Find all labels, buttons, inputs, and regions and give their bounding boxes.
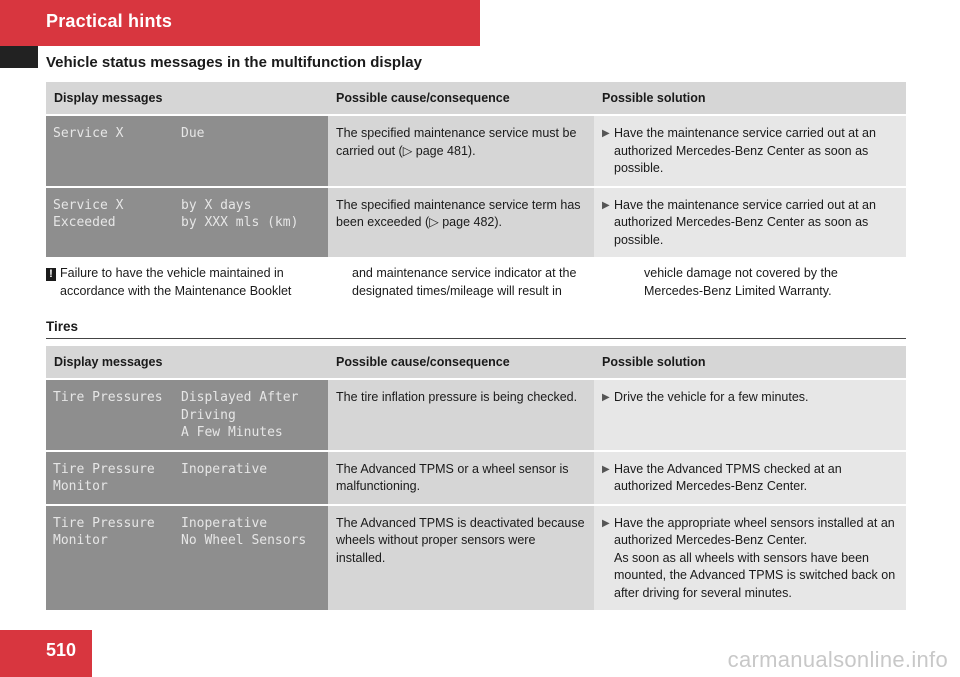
display-message-text: Monitor xyxy=(53,533,108,548)
display-message-line xyxy=(53,424,320,442)
display-message-text: Monitor xyxy=(53,479,108,494)
solution-cell xyxy=(594,451,906,505)
cause-cell: The specified maintenance service must be carried out (▷ page 481). xyxy=(328,115,594,187)
section-title: Vehicle status messages in the multifunction display xyxy=(46,54,422,71)
solution-item xyxy=(602,515,898,550)
display-message-text: Displayed After xyxy=(181,390,299,405)
display-message-text xyxy=(53,407,181,425)
warning-col-3 xyxy=(644,264,838,300)
display-message-text xyxy=(53,424,181,442)
solution-item xyxy=(602,461,898,496)
table-row xyxy=(46,505,906,611)
table-row xyxy=(46,187,906,258)
display-message-line xyxy=(53,515,320,533)
table-row xyxy=(46,115,906,187)
display-message-line xyxy=(53,461,320,479)
warning-text: vehicle damage not covered by the xyxy=(644,266,838,280)
display-message-text: Exceeded xyxy=(53,215,116,230)
solution-text: Drive the vehicle for a few minutes. xyxy=(614,390,809,404)
solution-cell xyxy=(594,115,906,187)
header-tab xyxy=(0,46,38,68)
page-number: 510 xyxy=(46,640,77,660)
watermark: carmanualsonline.info xyxy=(727,647,948,672)
display-message-text: Tire Pressure xyxy=(53,515,155,531)
solution-item xyxy=(602,125,898,178)
solution-text: Have the appropriate wheel sensors installed at an authorized Mercedes-Benz Center. xyxy=(614,515,895,547)
display-message-text: Due xyxy=(181,126,205,141)
header-title: Practical hints xyxy=(46,11,173,31)
cause-cell: The tire inflation pressure is being checked. xyxy=(328,379,594,451)
table-row xyxy=(46,451,906,505)
display-message-cell xyxy=(46,187,328,258)
status-messages-table xyxy=(46,82,906,257)
table-header-row xyxy=(46,346,906,379)
solution-cell xyxy=(594,187,906,258)
display-message-line xyxy=(53,478,320,496)
display-message-line xyxy=(53,532,320,550)
display-message-line xyxy=(53,125,320,143)
arrow-icon xyxy=(602,550,614,603)
warning-text: Failure to have the vehicle maintained in xyxy=(60,266,284,280)
page-number-badge xyxy=(0,630,92,677)
display-message-text: A Few Minutes xyxy=(181,425,283,440)
column-header-solution: Possible solution xyxy=(594,82,906,115)
warning-col-2 xyxy=(352,264,576,300)
header-bar xyxy=(0,0,480,46)
arrow-icon: ▶ xyxy=(602,128,610,139)
solution-item xyxy=(602,550,898,603)
display-message-text: Inoperative xyxy=(181,515,268,531)
display-message-text: Inoperative xyxy=(181,461,268,477)
warning-icon: ! xyxy=(46,268,56,281)
display-message-line xyxy=(53,407,320,425)
display-message-text: Tire Pressure xyxy=(53,461,155,477)
column-header-cause: Possible cause/consequence xyxy=(328,82,594,115)
warning-text: designated times/mileage will result in xyxy=(352,284,562,298)
display-message-cell xyxy=(46,505,328,611)
solution-cell xyxy=(594,379,906,451)
solution-text: As soon as all wheels with sensors have been mounted, the Advanced TPMS is switched back on after driving for several minutes. xyxy=(614,550,896,600)
display-message-text: by XXX mls (km) xyxy=(181,215,299,230)
arrow-icon: ▶ xyxy=(602,199,610,211)
solution-item xyxy=(602,197,898,250)
warning-text: Mercedes-Benz Limited Warranty. xyxy=(644,284,832,298)
display-message-cell xyxy=(46,115,328,187)
warning-text: and maintenance service indicator at the xyxy=(352,266,577,280)
display-message-line xyxy=(53,389,320,407)
display-message-text: Driving xyxy=(181,407,236,423)
display-message-cell xyxy=(46,379,328,451)
solution-text: Have the Advanced TPMS checked at an authorized Mercedes-Benz Center. xyxy=(614,461,842,493)
display-message-text: Service X xyxy=(53,197,124,213)
tires-heading: Tires xyxy=(46,319,79,334)
display-message-cell xyxy=(46,451,328,505)
arrow-icon: ▶ xyxy=(602,392,610,403)
display-message-text: Service X xyxy=(53,126,124,141)
warning-col-1 xyxy=(46,264,291,300)
column-header-cause: Possible cause/consequence xyxy=(328,346,594,379)
table-header-row xyxy=(46,82,906,115)
tires-table xyxy=(46,346,906,610)
display-message-text: No Wheel Sensors xyxy=(181,533,307,548)
solution-item xyxy=(602,389,898,407)
table-row xyxy=(46,379,906,451)
warning-text: accordance with the Maintenance Booklet xyxy=(60,284,292,298)
arrow-icon: ▶ xyxy=(602,517,610,529)
cause-cell: The Advanced TPMS is deactivated because wheels without proper sensors were installed. xyxy=(328,505,594,611)
column-header-display: Display messages xyxy=(46,346,328,379)
display-message-line xyxy=(53,197,320,215)
cause-cell: The Advanced TPMS or a wheel sensor is malfunctioning. xyxy=(328,451,594,505)
cause-cell: The specified maintenance service term has been exceeded (▷ page 482). xyxy=(328,187,594,258)
display-message-text: by X days xyxy=(181,197,252,213)
column-header-solution: Possible solution xyxy=(594,346,906,379)
display-message-line xyxy=(53,214,320,232)
column-header-display: Display messages xyxy=(46,82,328,115)
divider xyxy=(46,338,906,339)
solution-cell xyxy=(594,505,906,611)
display-message-text: Tire Pressures xyxy=(53,390,163,405)
solution-text: Have the maintenance service carried out at an authorized Mercedes-Benz Center as soon as possible. xyxy=(614,197,876,247)
arrow-icon: ▶ xyxy=(602,463,610,475)
solution-text: Have the maintenance service carried out at an authorized Mercedes-Benz Center as soon as possible. xyxy=(614,126,876,175)
